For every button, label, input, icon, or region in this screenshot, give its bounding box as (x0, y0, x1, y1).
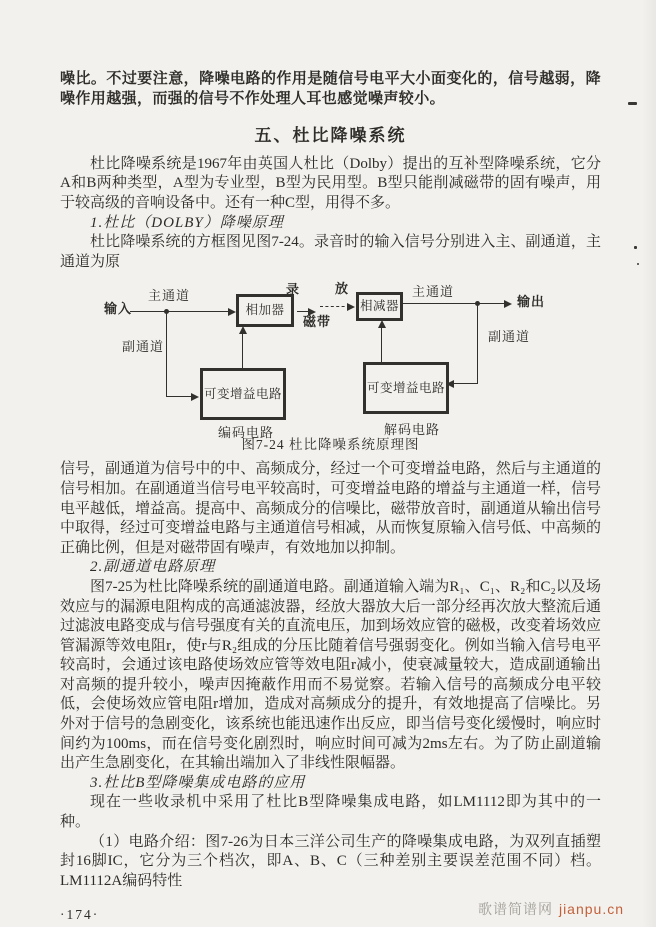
subtractor-box (356, 292, 403, 321)
subtractor-label: 相减器 (359, 299, 399, 314)
subchannel-left-line (166, 312, 167, 397)
input-line (130, 311, 230, 312)
watermark (478, 899, 624, 919)
record-label: 录 (286, 282, 301, 298)
subheading-dolby-b-ic: 3.杜比B型降噪集成电路的应用 (90, 774, 306, 791)
scan-speck (637, 263, 639, 265)
paragraph-ic-detail: （1）电路介绍：图7-26为日本三洋公司生产的降噪集成电路，为双列直插塑封16脚IC，它分为三个档次，即A、B、C（三种差别主要误差范围不同）档。LM1112A编码特性 (60, 833, 601, 889)
vga-right-up-line (381, 327, 382, 362)
figure-caption: 图7-24 杜比降噪系统原理图 (241, 437, 420, 453)
paragraph-carryover: 噪比。不过要注意，降噪电路的作用是随信号电平大小面变化的，信号越弱，降噪作用越强，而强的信号不作处理人耳也感觉噪声较小。 (60, 71, 601, 107)
vga-left-up-line (242, 333, 243, 368)
encoder-label: 编码电路 (218, 425, 275, 441)
vga-right-box (363, 362, 449, 414)
section-heading: 五、杜比降噪系统 (254, 126, 407, 146)
arrowhead-into-adder (228, 308, 236, 316)
adder-box (236, 294, 294, 327)
scan-speck (634, 246, 637, 249)
output-line (403, 303, 506, 304)
paragraph-overview: 杜比降噪系统是1967年由英国人杜比（Dolby）提出的互补型降噪系统，它分A和B两种类型，A型为专业型，B型为民用型。B型只能削减磁带的固有噪声，用于较高级的音响设备中。还有一种C型，用得不多。 (60, 155, 601, 211)
sub-channel-left-label: 副通道 (122, 339, 165, 355)
scan-speck (628, 102, 637, 105)
play-label: 放 (335, 281, 350, 297)
arrowhead-into-subtractor (347, 303, 355, 311)
page-number: ·174· (60, 907, 100, 923)
text-column (60, 70, 601, 925)
sub-channel-right-label: 副通道 (488, 329, 531, 345)
arrowhead-into-vga-left (191, 393, 199, 401)
watermark-site-url: jianpu.cn (558, 901, 624, 917)
adder-label: 相加器 (245, 303, 285, 318)
vga-left-box (200, 368, 286, 420)
paragraph-ic-intro: 现在一些收录机中采用了杜比B型降噪集成电路，如LM1112即为其中的一种。 (60, 794, 601, 831)
arrowhead-output (504, 300, 512, 308)
subheading-dolby-principle: 1.杜比（DOLBY）降噪原理 (90, 214, 284, 231)
paragraph-principle-intro: 杜比降噪系统的方框图见图7-24。录音时的输入信号分别进入主、副通道，主通道为原 (60, 234, 601, 270)
vga-right-label: 可变增益电路 (366, 380, 445, 395)
subchannel-left-elbow (167, 396, 194, 397)
subchannel-right-line (477, 304, 478, 384)
arrowhead-up-right (378, 320, 386, 328)
watermark-site-name: 歌谱简谱网 (477, 901, 553, 917)
output-label: 输出 (517, 294, 546, 310)
subchannel-right-elbow (452, 383, 478, 384)
arrowhead-up-left (239, 326, 247, 334)
subheading-subchannel-circuit: 2.副通道电路原理 (90, 559, 216, 576)
paragraph-subchannel: 图7-25为杜比降噪系统的副通道电路。副通道输入端为R₁、C₁、R₂和C₂以及场效应与的漏源电阻构成的高通滤波器，经放大器放大后一部分经再次放大整流后通过滤波电路变成与信号强度有关的直流电压，加到场效应管的磁极，改变着场效应管漏源等效电阻r，使r与R₂组成的分压比随着信号强弱变化。例如当输入信号电平较高时，会通过该电路使场效应管等效电阻r减小，使衰减量较大，造成副通输出对高频的提升较小，噪声因掩蔽作用而不易觉察。若输入信号的高频成分电平较低，会使场效应管电阻r增加，造成对高频成分的提升，有效地提高了信噪比。另外对于信号的急剧变化，该系统也能迅速作出反应，即当信号变化缓慢时，响应时间约为100ms，而在信号变化剧烈时，响应时间可减为2ms左右。为了防止副道输出产生急剧变化，在其输出端加入了非线性限幅器。 (60, 578, 601, 772)
main-channel-left-label: 主通道 (148, 288, 191, 304)
play-dashed-line (320, 306, 350, 307)
main-channel-right-label: 主通道 (412, 284, 455, 300)
decoder-label: 解码电路 (384, 422, 441, 438)
tape-label: 磁带 (303, 314, 332, 330)
input-label: 输入 (104, 301, 133, 317)
vga-left-label: 可变增益电路 (203, 386, 282, 401)
figure-dolby-block-diagram (60, 282, 601, 456)
paragraph-principle-cont: 信号，副通道为信号中的中、高频成分，经过一个可变增益电路，然后与主通道的信号相加。在副通道当信号电平较高时，可变增益电路的增益与主通道一样，信号电平越低，增益高。提高中、高频成分的信噪比，磁带放音时，副通道从输出信号中取得，经过可变增益电路与主通道信号相减，从而恢复原输入信号低、中高频的正确比例，但是对磁带固有噪声，有效地加以抑制。 (60, 461, 601, 556)
